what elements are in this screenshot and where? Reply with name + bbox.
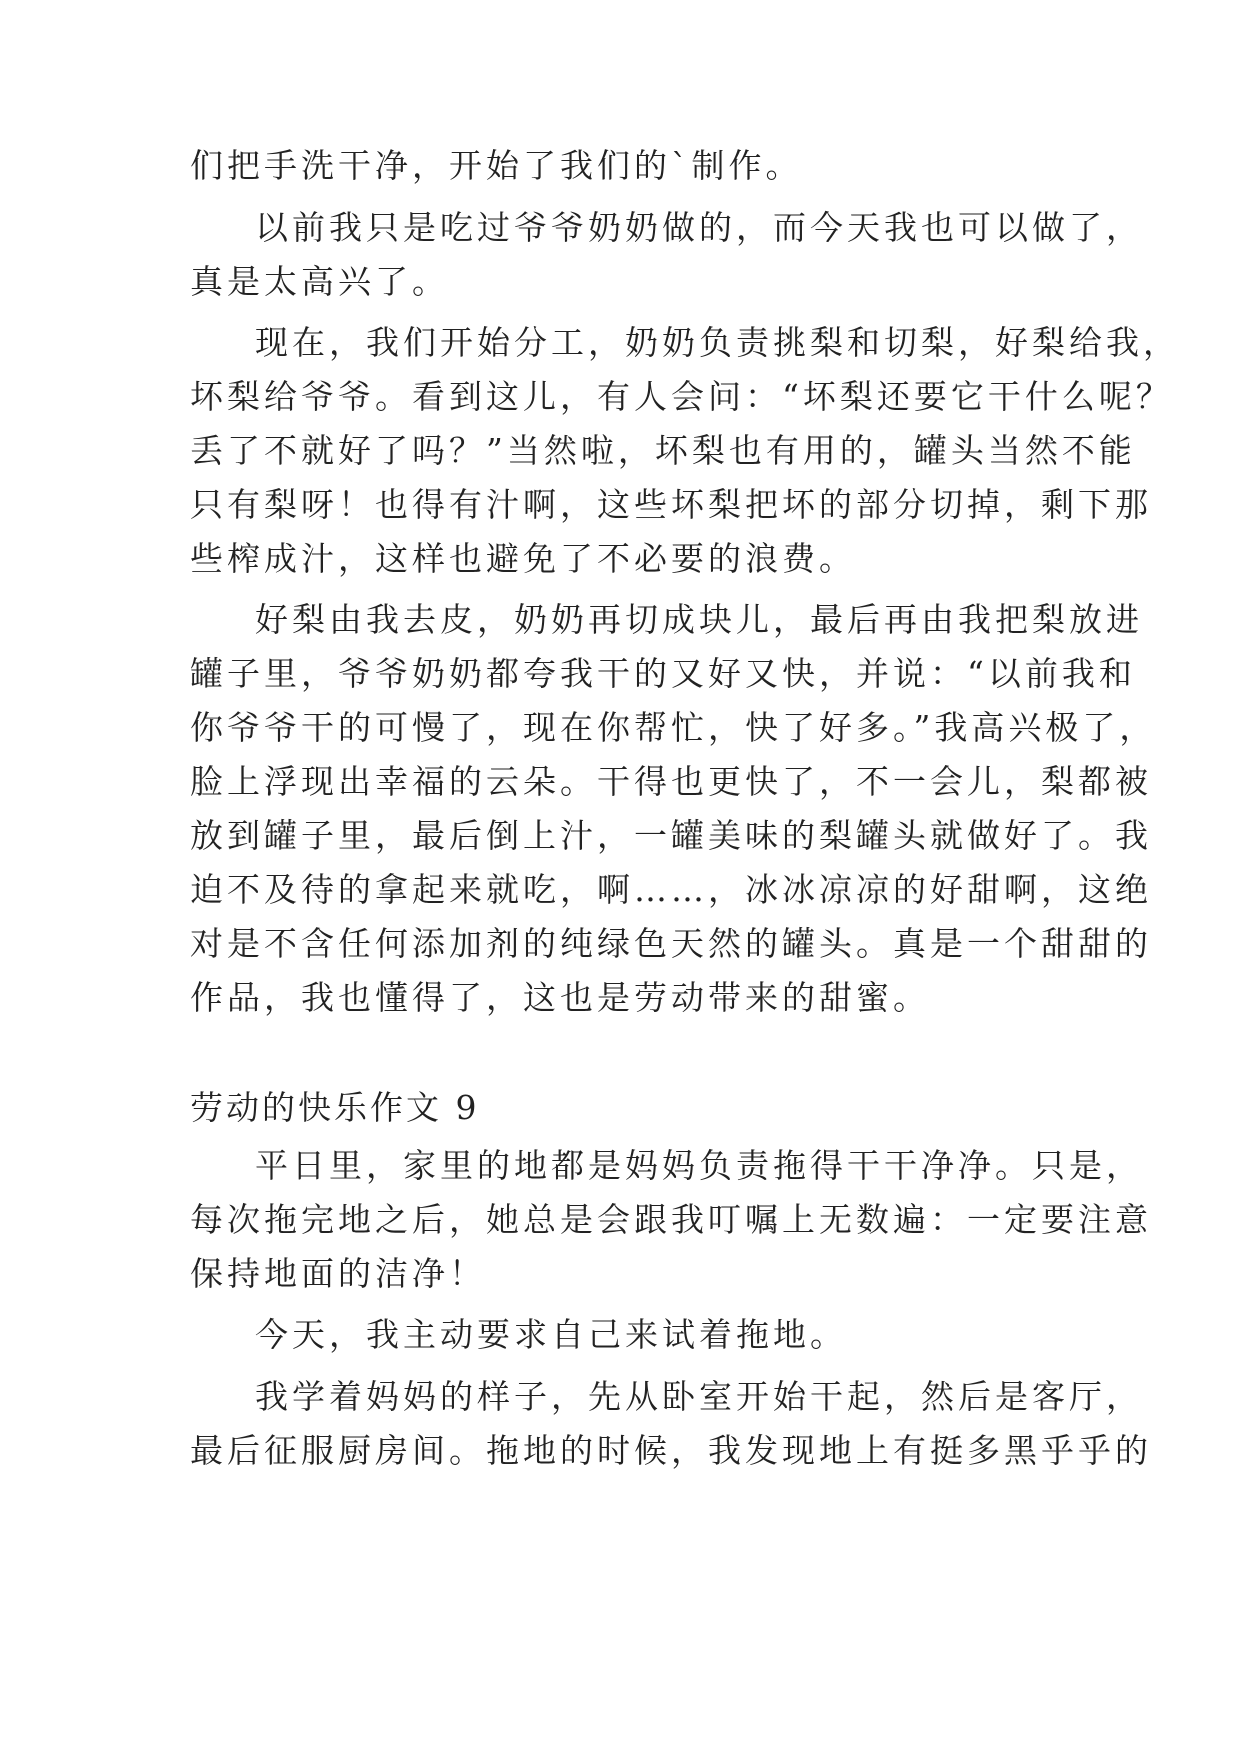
paragraph-line: 真是太高兴了。 bbox=[190, 262, 449, 301]
paragraph-line: 每次拖完地之后，她总是会跟我叮嘱上无数遍：一定要注意 bbox=[190, 1200, 1152, 1239]
paragraph-line: 保持地面的洁净！ bbox=[190, 1254, 486, 1293]
paragraph-line: 些榨成汁，这样也避免了不必要的浪费。 bbox=[190, 539, 856, 578]
paragraph-line: 平日里，家里的地都是妈妈负责拖得干干净净。只是， bbox=[255, 1146, 1143, 1185]
paragraph-line: 对是不含任何添加剂的纯绿色天然的罐头。真是一个甜甜的 bbox=[190, 924, 1152, 963]
section-heading: 劳动的快乐作文 9 bbox=[190, 1088, 480, 1127]
paragraph-line: 们把手洗干净，开始了我们的`制作。 bbox=[190, 146, 803, 185]
paragraph-line: 今天，我主动要求自己来试着拖地。 bbox=[255, 1315, 847, 1354]
paragraph-line: 丢了不就好了吗？”当然啦，坏梨也有用的，罐头当然不能 bbox=[190, 431, 1136, 470]
paragraph-line: 我学着妈妈的样子，先从卧室开始干起，然后是客厅， bbox=[255, 1377, 1143, 1416]
paragraph-line: 现在，我们开始分工，奶奶负责挑梨和切梨，好梨给我， bbox=[255, 323, 1180, 362]
paragraph-line: 只有梨呀！也得有汁啊，这些坏梨把坏的部分切掉，剩下那 bbox=[190, 485, 1152, 524]
paragraph-line: 坏梨给爷爷。看到这儿，有人会问：“坏梨还要它干什么呢？ bbox=[190, 377, 1173, 416]
paragraph-line: 作品，我也懂得了，这也是劳动带来的甜蜜。 bbox=[190, 978, 930, 1017]
paragraph-line: 罐子里，爷爷奶奶都夸我干的又好又快，并说：“以前我和 bbox=[190, 654, 1136, 693]
paragraph-line: 放到罐子里，最后倒上汁，一罐美味的梨罐头就做好了。我 bbox=[190, 816, 1152, 855]
paragraph-line: 迫不及待的拿起来就吃，啊……，冰冰凉凉的好甜啊，这绝 bbox=[190, 870, 1152, 909]
paragraph-line: 脸上浮现出幸福的云朵。干得也更快了，不一会儿，梨都被 bbox=[190, 762, 1152, 801]
paragraph-line: 以前我只是吃过爷爷奶奶做的，而今天我也可以做了， bbox=[255, 208, 1143, 247]
paragraph-line: 你爷爷干的可慢了，现在你帮忙，快了好多。”我高兴极了， bbox=[190, 708, 1157, 747]
paragraph-line: 好梨由我去皮，奶奶再切成块儿，最后再由我把梨放进 bbox=[255, 600, 1143, 639]
paragraph-line: 最后征服厨房间。拖地的时候，我发现地上有挺多黑乎乎的 bbox=[190, 1431, 1152, 1470]
